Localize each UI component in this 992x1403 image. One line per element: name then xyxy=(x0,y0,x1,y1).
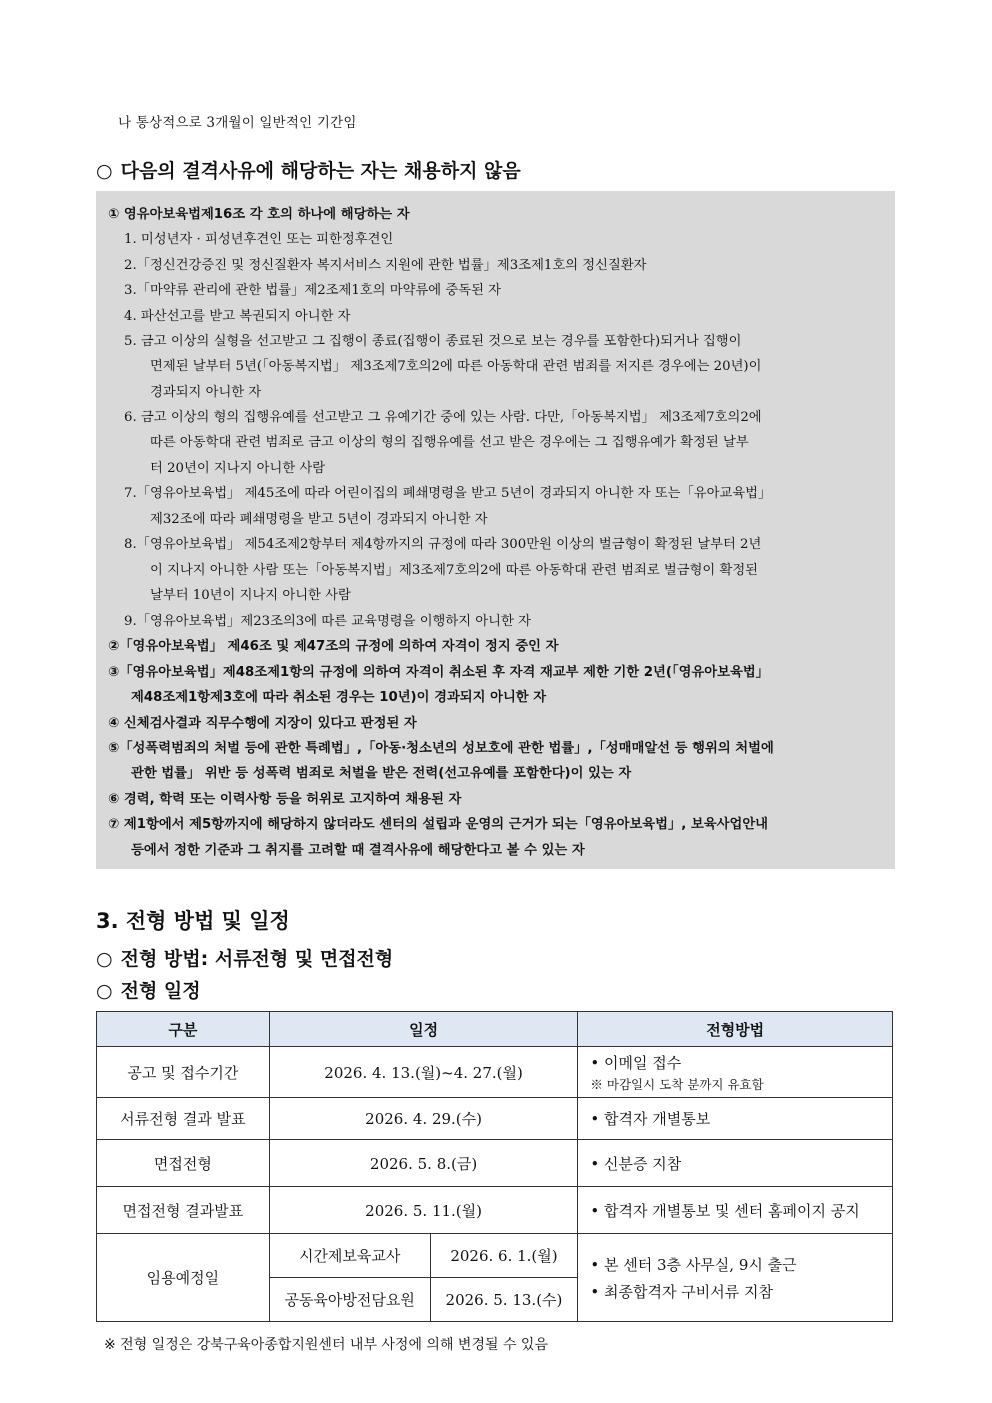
table-row xyxy=(97,1234,893,1278)
disqualification-line: 1. 미성년자 · 피성년후견인 또는 피한정후견인 xyxy=(124,232,394,247)
disqualification-line: 3.「마약류 관리에 관한 법률」제2조제1호의 마약류에 중독된 자 xyxy=(124,283,501,298)
disqualification-line: 이 지나지 아니한 사람 또는「아동복지법」제3조제7호의2에 따른 아동학대 관련 범죄로 벌금형이 확정된 xyxy=(150,563,759,578)
intro-note: 나 통상적으로 3개월이 일반적인 기간임 xyxy=(118,115,357,131)
schedule-heading xyxy=(96,976,201,1003)
table-row xyxy=(97,1187,893,1234)
table-row xyxy=(97,1098,893,1140)
disqualification-line: 관한 법률」 위반 등 성폭력 범죄로 처벌을 받은 전력(선고유예를 포함한다)이 있는 자 xyxy=(131,766,632,781)
sub-label: 시간제보육교사 xyxy=(269,1234,430,1278)
row-date: 2026. 5. 8.(금) xyxy=(269,1140,578,1187)
header-schedule: 일정 xyxy=(269,1012,578,1047)
disqualification-line: ②「영유아보육법」 제46조 및 제47조의 규정에 의하여 자격이 정지 중인 자 xyxy=(108,639,559,654)
row-label: 임용예정일 xyxy=(97,1234,270,1322)
row-date: 2026. 6. 1.(월) xyxy=(430,1234,578,1278)
schedule-table xyxy=(96,1011,893,1322)
disqualification-line: ① 영유아보육법제16조 각 호의 하나에 해당하는 자 xyxy=(108,207,410,222)
row-date: 2026. 4. 29.(수) xyxy=(269,1098,578,1140)
table-row xyxy=(97,1140,893,1187)
row-method xyxy=(578,1047,893,1098)
method-item: • 본 센터 3층 사무실, 9시 출근 xyxy=(590,1255,797,1274)
row-label: 공고 및 접수기간 xyxy=(97,1047,270,1098)
disqualification-line: 7.「영유아보육법」 제45조에 따라 어린이집의 폐쇄명령을 받고 5년이 경과되지 아니한 자 또는「유아교육법」 xyxy=(124,486,772,501)
schedule-heading-text: 전형 일정 xyxy=(120,980,201,1002)
row-label: 면접전형 xyxy=(97,1140,270,1187)
disqualification-line: 제48조제1항제3호에 따라 취소된 경우는 10년)이 경과되지 아니한 자 xyxy=(131,690,547,705)
disqualification-line: 따른 아동학대 관련 범죄로 금고 이상의 형의 집행유예를 선고 받은 경우에는 그 집행유예가 확정된 날부 xyxy=(150,435,749,450)
circle-bullet-icon: ○ xyxy=(96,948,113,970)
row-method xyxy=(578,1234,893,1322)
disqualification-line: ⑤「성폭력범죄의 처벌 등에 관한 특례법」,「아동·청소년의 성보호에 관한 법률」,「성매매알선 등 행위의 처벌에 xyxy=(108,741,774,756)
circle-bullet-icon: ○ xyxy=(96,160,113,182)
disqualification-line: 면제된 날부터 5년(「아동복지법」 제3조제7호의2에 따른 아동학대 관련 범죄를 저지른 경우에는 20년)이 xyxy=(150,359,762,374)
method-text: 전형 방법: 서류전형 및 면접전형 xyxy=(120,948,394,970)
disqualification-line: 5. 금고 이상의 실형을 선고받고 그 집행이 종료(집행이 종료된 것으로 보는 경우를 포함한다)되거나 집행이 xyxy=(124,334,742,349)
disqualification-line: 등에서 정한 기준과 그 취지를 고려할 때 결격사유에 해당한다고 볼 수 있는 자 xyxy=(131,843,585,858)
disqualification-heading xyxy=(96,156,521,183)
disqualification-line: 날부터 10년이 지나지 아니한 사람 xyxy=(150,588,351,603)
disqualification-line: 9.「영유아보육법」제23조의3에 따른 교육명령을 이행하지 아니한 자 xyxy=(124,614,531,629)
disqualification-line: 터 20년이 지나지 아니한 사람 xyxy=(150,461,326,476)
deadline-note: ※ 마감일시 도착 분까지 유효함 xyxy=(590,1076,764,1092)
disqualification-line: ⑦ 제1항에서 제5항까지에 해당하지 않더라도 센터의 설립과 운영의 근거가 되는「영유아보육법」, 보육사업안내 xyxy=(108,817,769,832)
row-method: • 신분증 지참 xyxy=(578,1140,893,1187)
row-date: 2026. 5. 11.(월) xyxy=(269,1187,578,1234)
method-item: • 최종합격자 구비서류 지참 xyxy=(590,1282,773,1301)
disqualification-line: 제32조에 따라 폐쇄명령을 받고 5년이 경과되지 아니한 자 xyxy=(150,512,488,527)
method-item: • 이메일 접수 xyxy=(590,1053,682,1072)
method-line xyxy=(96,944,393,971)
row-date: 2026. 4. 13.(월)~4. 27.(월) xyxy=(269,1047,578,1098)
row-label: 면접전형 결과발표 xyxy=(97,1187,270,1234)
table-header-row xyxy=(97,1012,893,1047)
disqualification-line: 경과되지 아니한 자 xyxy=(150,385,262,400)
row-method: • 합격자 개별통보 및 센터 홈페이지 공지 xyxy=(578,1187,893,1234)
sub-label: 공동육아방전담요원 xyxy=(269,1278,430,1322)
disqualification-line: 4. 파산선고를 받고 복권되지 아니한 자 xyxy=(124,309,351,324)
header-category: 구분 xyxy=(97,1012,270,1047)
row-label: 서류전형 결과 발표 xyxy=(97,1098,270,1140)
footnote: ※ 전형 일정은 강북구육아종합지원센터 내부 사정에 의해 변경될 수 있음 xyxy=(104,1337,548,1353)
disqualification-line: 8.「영유아보육법」 제54조제2항부터 제4항까지의 규정에 따라 300만원 이상의 벌금형이 확정된 날부터 2년 xyxy=(124,537,762,552)
row-date: 2026. 5. 13.(수) xyxy=(430,1278,578,1322)
header-method: 전형방법 xyxy=(578,1012,893,1047)
disqualification-heading-text: 다음의 결격사유에 해당하는 자는 채용하지 않음 xyxy=(120,160,521,182)
circle-bullet-icon: ○ xyxy=(96,980,113,1002)
disqualification-line: ⑥ 경력, 학력 또는 이력사항 등을 허위로 고지하여 채용된 자 xyxy=(108,792,462,807)
section-title: 3. 전형 방법 및 일정 xyxy=(96,909,290,933)
disqualification-line: ④ 신체검사결과 직무수행에 지장이 있다고 판정된 자 xyxy=(108,716,417,731)
disqualification-line: 6. 금고 이상의 형의 집행유예를 선고받고 그 유예기간 중에 있는 사람. 다만,「아동복지법」 제3조제7호의2에 xyxy=(124,410,762,425)
disqualification-line: 2.「정신건강증진 및 정신질환자 복지서비스 지원에 관한 법률」제3조제1호의 정신질환자 xyxy=(124,258,647,273)
table-row xyxy=(97,1047,893,1098)
row-method: • 합격자 개별통보 xyxy=(578,1098,893,1140)
disqualification-line: ③「영유아보육법」제48조제1항의 규정에 의하여 자격이 취소된 후 자격 재교부 제한 기한 2년(「영유아보육법」 xyxy=(108,665,769,680)
